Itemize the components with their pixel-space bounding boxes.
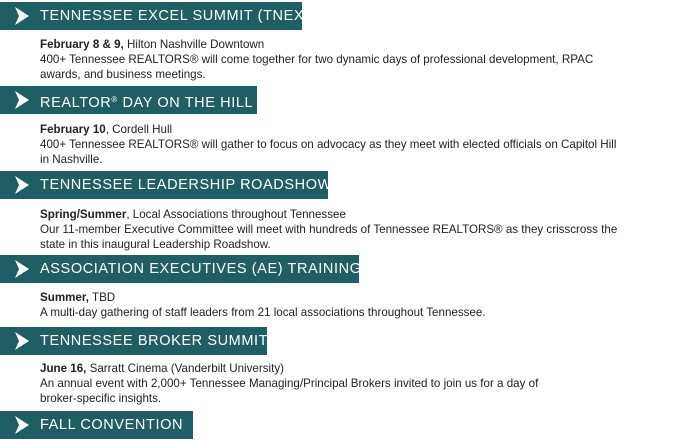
event-date: February 8 & 9, [40,38,124,51]
section-banner [0,411,193,439]
event-location: , Local Associations throughout Tennessee [126,208,346,221]
section-title: TENNESSEE LEADERSHIP ROADSHOW [40,177,332,193]
event-description-line: An annual event with 2,000+ Tennessee Managing/Principal Brokers invited to join us for a day of [40,376,539,390]
section-banner [0,171,332,199]
section-banner [0,327,267,355]
event-description-line: state in this inaugural Leadership Roadshow. [40,237,271,251]
event-details [40,362,660,406]
event-details [40,38,660,82]
event-details [40,208,660,252]
chevron-right-icon [12,175,32,195]
chevron-right-icon [12,415,32,435]
section-title: TENNESSEE EXCEL SUMMIT (TNEX) [40,8,310,24]
event-description-line: awards, and business meetings. [40,67,206,81]
section-banner [0,255,362,283]
event-date: Spring/Summer [40,208,127,221]
chevron-right-icon [12,90,32,110]
event-location: Hilton Nashville Downtown [123,38,265,51]
section-banner [0,2,310,30]
chevron-right-icon [12,6,32,26]
event-date: June 16, [40,362,87,375]
event-details [40,123,660,167]
event-date: February 10 [40,123,106,136]
event-location: , Cordell Hull [105,123,173,136]
chevron-right-icon [12,259,32,279]
section-banner [0,86,257,114]
event-description-line: broker-specific insights. [40,391,162,405]
section-title: FALL CONVENTION [40,417,184,433]
chevron-right-icon [12,331,32,351]
event-description-line: 400+ Tennessee REALTORS® will gather to focus on advocacy as they meet with elected officials on Capitol Hill [40,137,617,151]
section-title: TENNESSEE BROKER SUMMIT [40,333,269,349]
event-location: Sarratt Cinema (Vanderbilt University) [86,362,284,375]
event-details [40,291,660,321]
event-description-line: in Nashville. [40,152,103,166]
section-title: ASSOCIATION EXECUTIVES (AE) TRAINING [40,261,362,277]
event-description-line: A multi-day gathering of staff leaders from 21 local associations throughout Tennessee. [40,305,486,319]
event-date: Summer, [40,291,89,304]
section-title: REALTOR® DAY ON THE HILL [40,95,254,111]
event-description-line: 400+ Tennessee REALTORS® will come together for two dynamic days of professional development, RPAC [40,52,594,66]
event-location: TBD [88,291,116,304]
event-description-line: Our 11-member Executive Committee will meet with hundreds of Tennessee REALTORS® as they crisscross the [40,222,618,236]
